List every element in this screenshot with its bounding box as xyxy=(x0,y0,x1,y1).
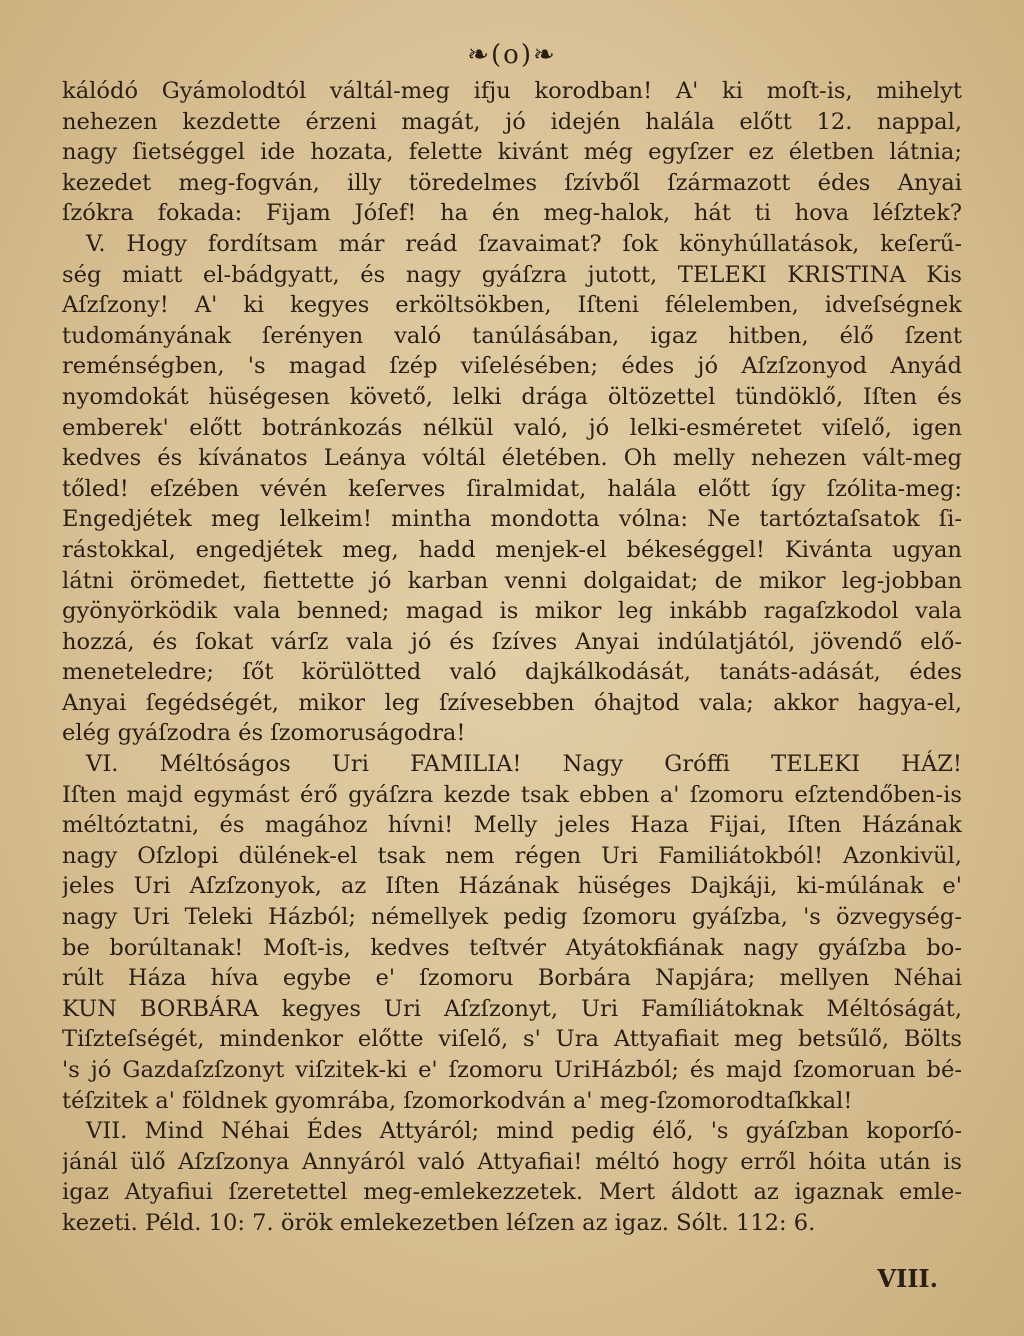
text-line: elég gyáſzodra és ſzomoruságodra! xyxy=(62,720,466,747)
text-line: ség miatt el-bádgyatt, és nagy gyáſzra jutott, TELEKI KRISTINA Kis xyxy=(62,261,962,288)
text-line: hozzá, és ſokat várſz vala jó és ſzíves Anyai indúlatjától, jövendő elő- xyxy=(62,628,962,655)
text-line: kálódó Gyámolodtól váltál-meg ifju korodban! A' ki moſt-is, mihelyt xyxy=(62,78,962,104)
text-line: Tiſzteſségét, mindenkor előtte viſelő, s' Ura Attyafiait meg betsűlő, Bölts xyxy=(62,1026,962,1053)
text-line: nyomdokát hüségesen követő, lelki drága öltözettel tündöklő, Iſten és xyxy=(62,383,962,410)
text-line: rúlt Háza híva egybe e' ſzomoru Borbára Napjára; mellyen Néhai xyxy=(62,965,962,992)
text-line: V. Hogy fordítsam már reád ſzavaimat? ſok könyhúllatások, keſerű- xyxy=(86,230,962,257)
text-line: VII. Mind Néhai Édes Attyáról; mind pedig élő, 's gyáſzban koporſó- xyxy=(86,1118,962,1145)
text-line: látni örömedet, fiettette jó karban venni dolgaidat; de mikor leg-jobban xyxy=(62,567,962,594)
text-line: nagy ſietséggel ide hozata, felette kivánt még egyſzer ez életben látnia; xyxy=(62,139,962,166)
text-line: KUN BORBÁRA kegyes Uri Aſzſzonyt, Uri Famíliátoknak Méltóságát, xyxy=(62,995,962,1022)
text-line: nagy Oſzlopi dülének-el tsak nem régen Uri Familiátokból! Azonkivül, xyxy=(62,842,962,869)
text-line: Iſten majd egymást érő gyáſzra kezde tsak ebben a' ſzomoru eſztendőben-is xyxy=(62,781,962,808)
text-line: kedves és kívánatos Leánya vóltál életében. Oh melly nehezen vált-meg xyxy=(62,445,962,472)
text-line: Engedjétek meg lelkeim! mintha mondotta vólna: Ne tartóztaſsatok ſi- xyxy=(62,506,962,533)
text-line: 's jó Gazdaſzſzonyt viſzitek-ki e' ſzomoru UriHázból; és majd ſzomoruan bé- xyxy=(62,1057,962,1083)
text-line: nagy Uri Teleki Házból; némellyek pedig ſzomoru gyáſzba, 's özvegység- xyxy=(62,904,962,931)
text-line: kezedet meg-fogván, illy töredelmes ſzívből ſzármazott édes Anyai xyxy=(62,169,962,196)
body-text xyxy=(62,76,962,1239)
text-line: Anyai ſegédségét, mikor leg ſzívesebben óhajtod vala; akkor hagya-el, xyxy=(62,689,962,716)
text-line: rástokkal, engedjétek meg, hadd menjek-el békeséggel! Kivánta ugyan xyxy=(62,536,962,563)
text-line: nehezen kezdette érzeni magát, jó idején halála előtt 12. nappal, xyxy=(62,108,962,135)
text-line: VI. Méltóságos Uri FAMILIA! Nagy Gróffi TELEKI HÁZ! xyxy=(86,751,962,778)
text-line: ſzókra fokada: Fijam Jóſef! ha én meg-halok, hát ti hova léſztek? xyxy=(62,200,962,227)
text-line: jánál ülő Aſzſzonya Annyáról való Attyafiai! méltó hogy erről hóita után is xyxy=(62,1148,962,1175)
text-line: jeles Uri Aſzſzonyok, az Iſten Házának hüséges Dajkáji, ki-múlának e' xyxy=(62,873,962,900)
text-line: gyönyörködik vala benned; magad is mikor leg inkább ragaſzkodol vala xyxy=(62,598,962,625)
page-header-ornament: ❧(o)❧ xyxy=(467,40,557,70)
text-line: Aſzſzony! A' ki kegyes erköltsökben, Iſteni félelemben, idveſségnek xyxy=(62,292,962,319)
catchword: VIII. xyxy=(877,1264,938,1293)
text-line: meneteledre; ſőt körülötted való dajkálkodását, tanáts-adását, édes xyxy=(62,659,962,686)
text-line: reménségben, 's magad ſzép viſelésében; édes jó Aſzſzonyod Anyád xyxy=(62,353,962,380)
text-line: méltóztatni, és magához hívni! Melly jeles Haza Fijai, Iſten Házának xyxy=(62,812,962,839)
text-line: kezeti. Péld. 10: 7. örök emlekezetben léſzen az igaz. Sólt. 112: 6. xyxy=(62,1209,816,1236)
text-line: tudományának ſerényen való tanúlásában, igaz hitben, élő ſzent xyxy=(62,322,962,349)
text-line: téſzitek a' földnek gyomrába, ſzomorkodván a' meg-ſzomorodtaſkkal! xyxy=(62,1087,853,1114)
text-line: emberek' előtt botránkozás nélkül való, jó lelki-esméretet viſelő, igen xyxy=(62,414,962,441)
text-line: tőled! eſzében vévén keſerves ſiralmidat, halála előtt így ſzólita-meg: xyxy=(62,475,962,502)
text-line: igaz Atyafiui ſzeretettel meg-emlekezzetek. Mert áldott az igaznak emle- xyxy=(62,1179,962,1206)
text-line: be borúltanak! Moſt-is, kedves teſtvér Atyátokfiának nagy gyáſzba bo- xyxy=(62,934,962,961)
